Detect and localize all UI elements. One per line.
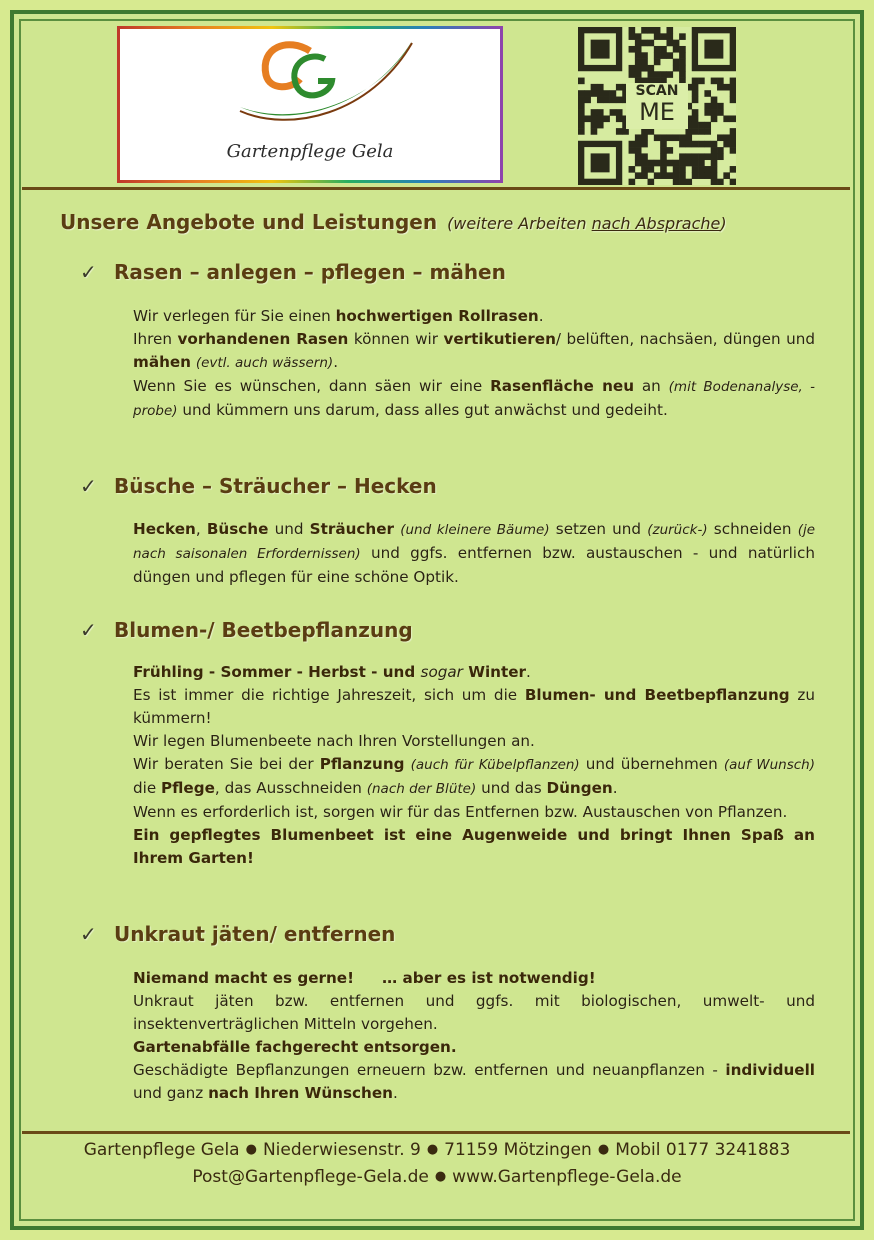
section-title-buesche: ✓ Büsche – Sträucher – Hecken — [80, 474, 437, 498]
website-link[interactable]: www.Gartenpflege-Gela.de — [452, 1167, 682, 1187]
checkmark-icon: ✓ — [80, 618, 97, 642]
section-text-unkraut: Niemand macht es gerne! … aber es ist notwendig! Unkraut jäten bzw. entfernen und ggfs. mit biologischen, umwelt- und insektenverträglichen Mitteln vorgehen. Gartenabfälle fachgerecht entsorgen. Geschädigte Bepflanzungen erneuern bzw. entfernen und neuanpflanzen - individuell und ganz nach Ihren Wünschen. — [133, 969, 815, 1102]
checkmark-icon: ✓ — [80, 260, 97, 284]
divider — [22, 187, 850, 190]
email-link[interactable]: Post@Gartenpflege-Gela.de — [192, 1167, 429, 1187]
scan-me-label: SCAN ME — [626, 83, 688, 129]
qr-code[interactable] — [578, 27, 736, 185]
logo-text: Gartenpflege Gela — [226, 141, 394, 162]
section-text-buesche: Hecken, Büsche und Sträucher (und kleinere Bäume) setzen und (zurück-) schneiden (je nach saisonalen Erfordernissen) und ggfs. entfernen bzw. austauschen - und natürlich düngen und pflegen für eine schöne Optik. — [133, 520, 816, 586]
footer-contact: Gartenpflege Gela ● Niederwiesenstr. 9 ● 71159 Mötzingen ● Mobil 0177 3241883 — [83, 1140, 791, 1160]
section-title-rasen: ✓ Rasen – anlegen – pflegen – mähen — [80, 260, 506, 284]
phone-number[interactable]: Mobil 0177 3241883 — [615, 1140, 791, 1160]
page-title: Unsere Angebote und Leistungen (weitere Arbeiten nach Absprache) — [60, 210, 727, 234]
logo — [117, 26, 503, 183]
checkmark-icon: ✓ — [80, 922, 97, 946]
checkmark-icon: ✓ — [80, 474, 97, 498]
section-title-blumen: ✓ Blumen-/ Beetbepflanzung — [80, 618, 413, 642]
divider — [22, 1131, 850, 1134]
section-text-rasen: Wir verlegen für Sie einen hochwertigen Rollrasen. Ihren vorhandenen Rasen können wir vertikutieren/ belüften, nachsäen, düngen und mähen (evtl. auch wässern). Wenn Sie es wünschen, dann säen wir eine Rasenfläche neu an (mit Bodenanalyse, -probe) und kümmern uns darum, dass alles gut anwächst und gedeiht. — [133, 307, 816, 419]
section-title-unkraut: ✓ Unkraut jäten/ entfernen — [80, 922, 396, 946]
footer-web: Post@Gartenpflege-Gela.de ● www.Gartenpflege-Gela.de — [192, 1167, 682, 1187]
section-text-blumen: Frühling - Sommer - Herbst - und sogar Winter. Es ist immer die richtige Jahreszeit, sich um die Blumen- und Beetbepflanzung zu kümmern! Wir legen Blumenbeete nach Ihren Vorstellungen an. Wir beraten Sie bei der Pflanzung (auch für Kübelpflanzen) und übernehmen (auf Wunsch) die Pflege, das Ausschneiden (nach der Blüte) und das Düngen. Wenn es erforderlich ist, sorgen wir für das Entfernen bzw. Austauschen von Pflanzen. Ein gepflegtes Blumenbeet ist eine Augenweide und bringt Ihnen Spaß an Ihrem Garten! — [133, 663, 815, 867]
title-note: (weitere Arbeiten nach Absprache) — [447, 214, 727, 233]
logo-mark-icon — [120, 29, 500, 139]
